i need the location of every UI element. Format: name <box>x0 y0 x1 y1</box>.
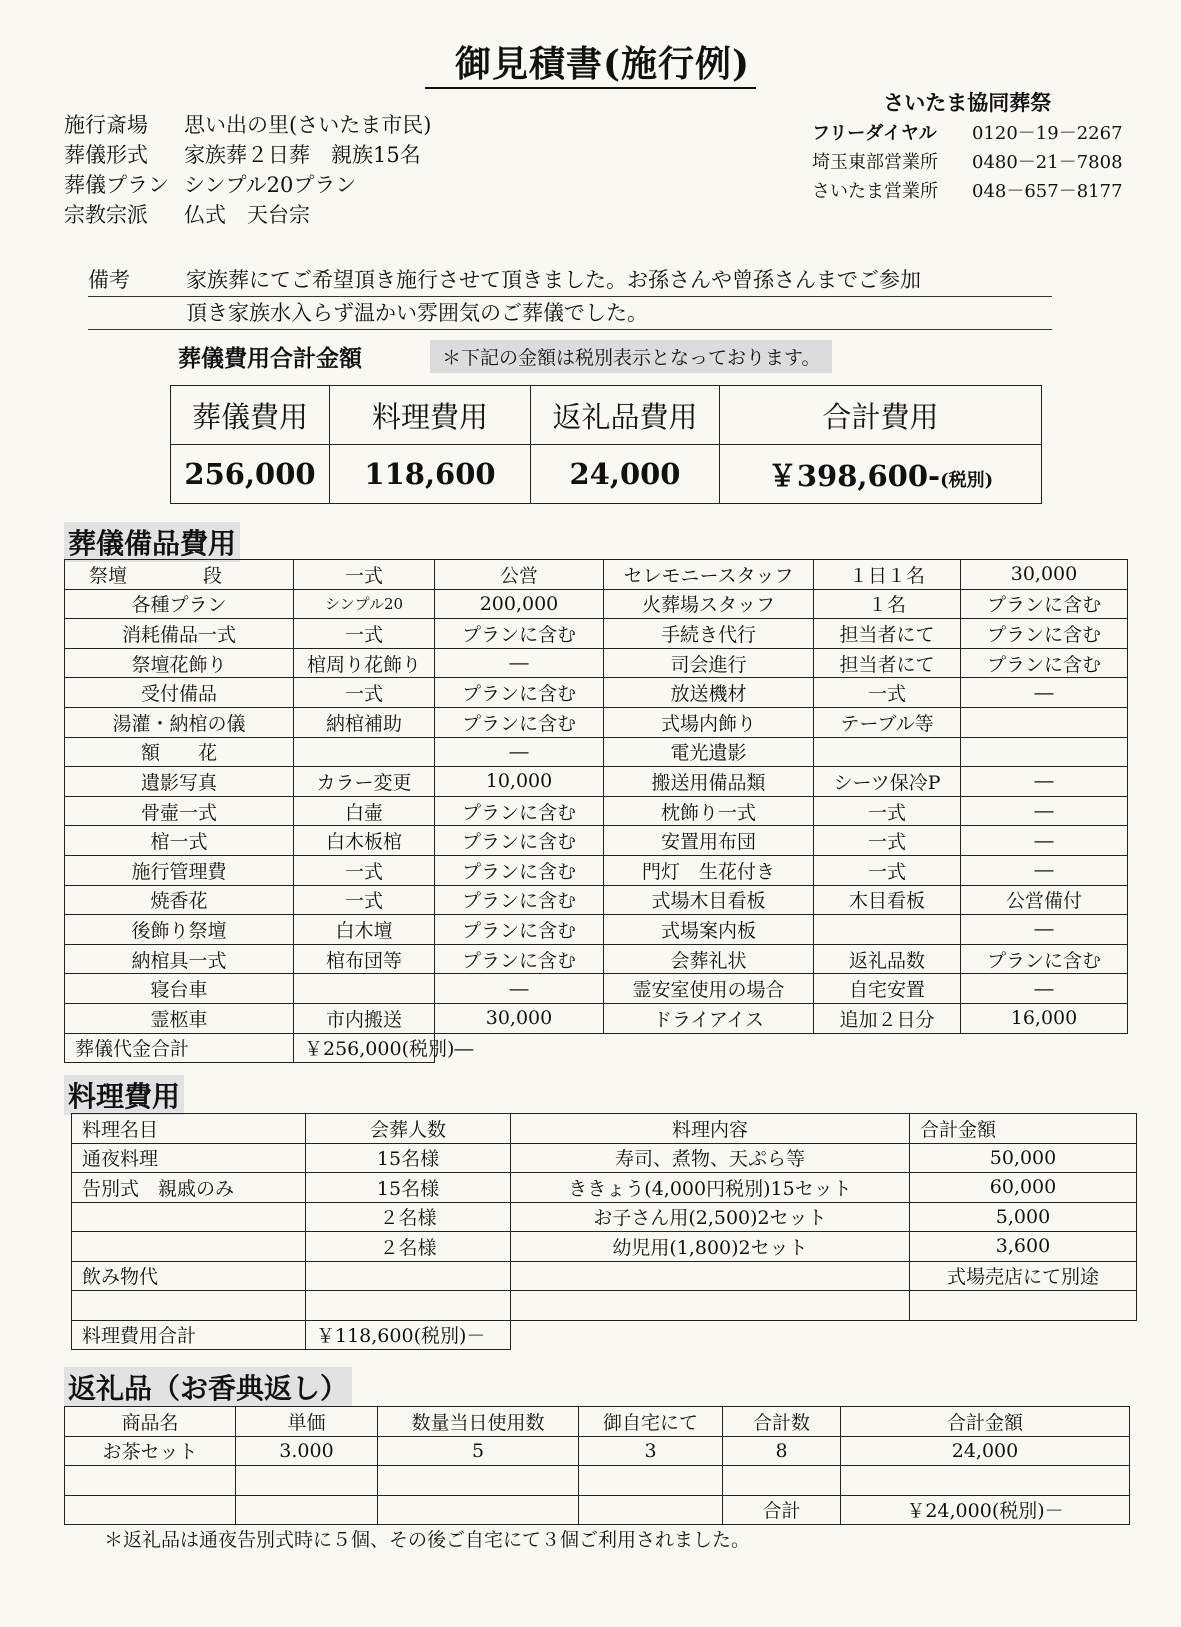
table-cell: 式場売店にて別途 <box>910 1261 1137 1291</box>
table-row <box>72 1202 1137 1232</box>
table-cell: 火葬場スタッフ <box>604 589 814 619</box>
table-cell <box>72 1291 306 1321</box>
summary-value: 256,000 <box>171 445 330 504</box>
table-cell: プランに含む <box>961 619 1128 649</box>
table-cell: 30,000 <box>961 560 1128 590</box>
table-cell: 60,000 <box>910 1173 1137 1203</box>
table-cell: 自宅安置 <box>814 974 961 1004</box>
contact-phone: 048－657－8177 <box>972 181 1123 202</box>
contact-label: 埼玉東部営業所 <box>812 152 938 173</box>
table-cell: ― <box>435 737 604 767</box>
table-cell: 5,000 <box>910 1202 1137 1232</box>
table-cell: プランに含む <box>435 796 604 826</box>
table-cell <box>511 1261 910 1291</box>
table-cell <box>961 737 1128 767</box>
table-cell: 棺布団等 <box>294 944 435 974</box>
table-cell: 15名様 <box>306 1173 511 1203</box>
table-row <box>72 1261 1137 1291</box>
table-cell: プランに含む <box>961 648 1128 678</box>
blank-cell <box>435 1033 1128 1063</box>
table-cell: 合計金額 <box>841 1407 1130 1437</box>
table-cell: プランに含む <box>961 944 1128 974</box>
table-row <box>65 619 1128 649</box>
table-cell: プランに含む <box>435 619 604 649</box>
table-cell: 焼香花 <box>65 885 294 915</box>
summary-value: 24,000 <box>531 445 720 504</box>
table-cell: 式場内飾り <box>604 707 814 737</box>
notes <box>88 264 1052 330</box>
table-cell: 担当者にて <box>814 619 961 649</box>
summary-header: 合計費用 <box>720 386 1042 445</box>
table-cell: 木目看板 <box>814 885 961 915</box>
table-cell: 単価 <box>236 1407 378 1437</box>
table-cell: 料理費用合計 <box>72 1320 306 1350</box>
info-value: 仏式 天台宗 <box>184 203 310 227</box>
table-cell: ― <box>961 915 1128 945</box>
table-cell: 放送機材 <box>604 678 814 708</box>
table-cell: ２名様 <box>306 1202 511 1232</box>
table-cell: ― <box>961 855 1128 885</box>
table-cell: 返礼品数 <box>814 944 961 974</box>
tax-note: ＊下記の金額は税別表示となっております。 <box>430 340 832 373</box>
table-cell: シーツ保冷P <box>814 767 961 797</box>
table-row <box>65 1003 1128 1033</box>
table-row <box>65 589 1128 619</box>
table-cell: 一式 <box>814 678 961 708</box>
table-cell: 司会進行 <box>604 648 814 678</box>
table-cell <box>961 707 1128 737</box>
table-cell: 追加２日分 <box>814 1003 961 1033</box>
table-cell: 霊柩車 <box>65 1003 294 1033</box>
table-cell: 寿司、煮物、天ぷら等 <box>511 1143 910 1173</box>
table-cell: 一式 <box>814 855 961 885</box>
table-cell: 3.000 <box>236 1436 378 1466</box>
table-cell: 飲み物代 <box>72 1261 306 1291</box>
table-row <box>65 885 1128 915</box>
table-cell: プランに含む <box>435 885 604 915</box>
equipment-table <box>64 559 1128 1063</box>
table-cell: 棺一式 <box>65 826 294 856</box>
table-cell: 30,000 <box>435 1003 604 1033</box>
company-contact <box>812 177 1123 206</box>
contact-phone: 0120－19－2267 <box>972 123 1123 144</box>
info-label: 施行斎場 <box>64 113 148 137</box>
table-row <box>65 826 1128 856</box>
table-row <box>65 974 1128 1004</box>
table-cell: 消耗備品一式 <box>65 619 294 649</box>
notes-text: 家族葬にてご希望頂き施行させて頂きました。お孫さんや曾孫さんまでご参加 <box>186 268 921 292</box>
table-row <box>72 1232 1137 1262</box>
table-cell: 納棺具一式 <box>65 944 294 974</box>
table-cell: 白木壇 <box>294 915 435 945</box>
table-cell: 電光遺影 <box>604 737 814 767</box>
table-cell: 200,000 <box>435 589 604 619</box>
grand-total <box>720 445 1042 504</box>
table-cell: プランに含む <box>435 944 604 974</box>
table-cell: 会葬礼状 <box>604 944 814 974</box>
table-cell: 骨壷一式 <box>65 796 294 826</box>
table-cell: 会葬人数 <box>306 1114 511 1144</box>
table-cell: 5 <box>378 1436 579 1466</box>
notes-text: 頂き家族水入らず温かい雰囲気のご葬儀でした。 <box>186 301 648 325</box>
table-cell: 合計 <box>723 1495 841 1525</box>
blank-cell <box>511 1320 1137 1350</box>
info-label: 宗教宗派 <box>64 203 148 227</box>
page-title <box>0 36 1181 87</box>
table-cell: 公営 <box>435 560 604 590</box>
contact-label: さいたま営業所 <box>812 181 938 202</box>
table-cell: ― <box>961 767 1128 797</box>
table-cell: ― <box>435 648 604 678</box>
table-cell: 後飾り祭壇 <box>65 915 294 945</box>
table-cell <box>378 1466 579 1496</box>
table-cell: １名 <box>814 589 961 619</box>
table-row <box>65 944 1128 974</box>
notes-label: 備考 <box>88 268 130 292</box>
notes-line <box>88 264 1052 297</box>
table-cell: ￥118,600(税別)－ <box>306 1320 511 1350</box>
table-cell: ― <box>961 796 1128 826</box>
table-cell: １日１名 <box>814 560 961 590</box>
contact-label: フリーダイヤル <box>812 123 937 144</box>
notes-line <box>88 297 1052 330</box>
total-row <box>72 1320 1137 1350</box>
table-row <box>65 560 1128 590</box>
table-cell: 数量当日使用数 <box>378 1407 579 1437</box>
info-value: 思い出の里(さいたま市民) <box>184 113 432 137</box>
table-cell <box>72 1202 306 1232</box>
table-cell: ― <box>961 974 1128 1004</box>
company-contact <box>812 119 1123 148</box>
table-cell: 受付備品 <box>65 678 294 708</box>
gift-footnote: ＊返礼品は通夜告別式時に５個、その後ご自宅にて３個ご利用されました。 <box>104 1529 751 1551</box>
table-cell: 手続き代行 <box>604 619 814 649</box>
title-text: 御見積書(施行例) <box>425 43 756 89</box>
summary-header: 葬儀費用 <box>171 386 330 445</box>
table-cell: テーブル等 <box>814 707 961 737</box>
table-cell: 湯灌・納棺の儀 <box>65 707 294 737</box>
info-row <box>64 200 431 230</box>
table-cell: 霊安室使用の場合 <box>604 974 814 1004</box>
contact-phone: 0480－21－7808 <box>972 152 1123 173</box>
table-cell: 告別式 親戚のみ <box>72 1173 306 1203</box>
table-cell: 式場案内板 <box>604 915 814 945</box>
company-contact <box>812 148 1123 177</box>
table-cell <box>814 737 961 767</box>
table-cell: 3,600 <box>910 1232 1137 1262</box>
table-cell: プランに含む <box>435 915 604 945</box>
table-row <box>65 1436 1130 1466</box>
table-header-row <box>65 1407 1130 1437</box>
food-heading: 料理費用 <box>64 1075 184 1115</box>
table-cell: 15名様 <box>306 1143 511 1173</box>
table-cell: 安置用布団 <box>604 826 814 856</box>
info-value: 家族葬２日葬 親族15名 <box>184 143 421 167</box>
total-row <box>65 1495 1130 1525</box>
table-cell: 式場木目看板 <box>604 885 814 915</box>
table-cell: シンプル20 <box>294 589 435 619</box>
table-cell: 祭壇花飾り <box>65 648 294 678</box>
table-cell: ￥256,000(税別)― <box>294 1033 435 1063</box>
summary-header: 料理費用 <box>330 386 531 445</box>
table-cell: 一式 <box>294 619 435 649</box>
table-row <box>65 737 1128 767</box>
table-cell: プランに含む <box>961 589 1128 619</box>
table-cell: 市内搬送 <box>294 1003 435 1033</box>
blank-cell <box>236 1495 378 1525</box>
table-cell <box>294 737 435 767</box>
table-cell: 24,000 <box>841 1436 1130 1466</box>
table-cell: 白壷 <box>294 796 435 826</box>
table-cell <box>814 915 961 945</box>
table-cell: ききょう(4,000円税別)15セット <box>511 1173 910 1203</box>
summary-header-row <box>171 386 1042 445</box>
table-cell: 施行管理費 <box>65 855 294 885</box>
table-cell: 一式 <box>294 560 435 590</box>
table-cell: 料理内容 <box>511 1114 910 1144</box>
table-row <box>65 707 1128 737</box>
table-cell: 担当者にて <box>814 648 961 678</box>
table-cell: プランに含む <box>435 855 604 885</box>
table-cell: 50,000 <box>910 1143 1137 1173</box>
table-cell: 通夜料理 <box>72 1143 306 1173</box>
table-cell: 遺影写真 <box>65 767 294 797</box>
info-value: シンプル20プラン <box>184 173 357 197</box>
info-label: 葬儀プラン <box>64 173 169 197</box>
table-cell: セレモニースタッフ <box>604 560 814 590</box>
table-row <box>65 1466 1130 1496</box>
table-cell: 16,000 <box>961 1003 1128 1033</box>
info-row <box>64 110 431 140</box>
table-cell: 葬儀代金合計 <box>65 1033 294 1063</box>
summary-header: 返礼品費用 <box>531 386 720 445</box>
table-cell: 10,000 <box>435 767 604 797</box>
table-cell: ２名様 <box>306 1232 511 1262</box>
table-cell <box>511 1291 910 1321</box>
summary-value: 118,600 <box>330 445 531 504</box>
table-cell: 8 <box>723 1436 841 1466</box>
table-cell: 一式 <box>294 885 435 915</box>
table-row <box>65 767 1128 797</box>
table-cell: 合計数 <box>723 1407 841 1437</box>
summary-heading: 葬儀費用合計金額 <box>178 345 362 372</box>
table-row <box>72 1143 1137 1173</box>
table-cell: 祭壇 段 <box>65 560 294 590</box>
gift-table <box>64 1406 1130 1525</box>
table-cell <box>65 1466 236 1496</box>
table-row <box>65 648 1128 678</box>
table-cell <box>841 1466 1130 1496</box>
table-cell: 額 花 <box>65 737 294 767</box>
food-table <box>71 1113 1137 1350</box>
summary-table <box>170 385 1042 504</box>
gift-heading: 返礼品（お香典返し） <box>64 1367 352 1407</box>
table-cell: 料理名目 <box>72 1114 306 1144</box>
grand-total-suffix: (税別) <box>940 469 994 491</box>
table-cell: 寝台車 <box>65 974 294 1004</box>
summary-value-row <box>171 445 1042 504</box>
table-cell: 商品名 <box>65 1407 236 1437</box>
table-cell <box>236 1466 378 1496</box>
table-cell: お子さん用(2,500)2セット <box>511 1202 910 1232</box>
table-cell: ― <box>961 678 1128 708</box>
table-row <box>65 855 1128 885</box>
table-cell: 合計金額 <box>910 1114 1137 1144</box>
blank-cell <box>579 1495 723 1525</box>
table-cell: 枕飾り一式 <box>604 796 814 826</box>
table-cell: 白木板棺 <box>294 826 435 856</box>
table-cell <box>723 1466 841 1496</box>
total-row <box>65 1033 1128 1063</box>
table-cell: 棺周り花飾り <box>294 648 435 678</box>
table-cell <box>294 974 435 1004</box>
table-cell: プランに含む <box>435 707 604 737</box>
table-cell: 幼児用(1,800)2セット <box>511 1232 910 1262</box>
table-cell <box>910 1291 1137 1321</box>
table-header-row <box>72 1114 1137 1144</box>
info-row <box>64 170 431 200</box>
table-cell <box>579 1466 723 1496</box>
table-row <box>72 1291 1137 1321</box>
blank-cell <box>378 1495 579 1525</box>
table-cell: プランに含む <box>435 678 604 708</box>
table-row <box>65 796 1128 826</box>
table-cell: 一式 <box>294 855 435 885</box>
table-cell: 3 <box>579 1436 723 1466</box>
table-cell: お茶セット <box>65 1436 236 1466</box>
info-row <box>64 140 431 170</box>
table-cell: 公営備付 <box>961 885 1128 915</box>
info-label: 葬儀形式 <box>64 143 148 167</box>
table-cell: 一式 <box>814 826 961 856</box>
table-cell <box>306 1291 511 1321</box>
company-block <box>812 88 1123 206</box>
table-cell <box>306 1261 511 1291</box>
table-row <box>65 915 1128 945</box>
blank-cell <box>65 1495 236 1525</box>
table-row <box>65 678 1128 708</box>
table-cell <box>72 1232 306 1262</box>
table-cell: ドライアイス <box>604 1003 814 1033</box>
table-cell: 一式 <box>294 678 435 708</box>
table-cell: 一式 <box>814 796 961 826</box>
table-cell: プランに含む <box>435 826 604 856</box>
table-row <box>72 1173 1137 1203</box>
grand-total-value: ￥398,600- <box>767 458 941 493</box>
equipment-heading: 葬儀備品費用 <box>64 522 240 562</box>
table-cell: ￥24,000(税別)－ <box>841 1495 1130 1525</box>
table-cell: 納棺補助 <box>294 707 435 737</box>
table-cell: 門灯 生花付き <box>604 855 814 885</box>
company-name: さいたま協同葬祭 <box>883 90 1052 115</box>
table-cell: カラー変更 <box>294 767 435 797</box>
table-cell: 搬送用備品類 <box>604 767 814 797</box>
table-cell: 各種プラン <box>65 589 294 619</box>
table-cell: 御自宅にて <box>579 1407 723 1437</box>
table-cell: ― <box>961 826 1128 856</box>
ceremony-info <box>64 110 431 230</box>
table-cell: ― <box>435 974 604 1004</box>
